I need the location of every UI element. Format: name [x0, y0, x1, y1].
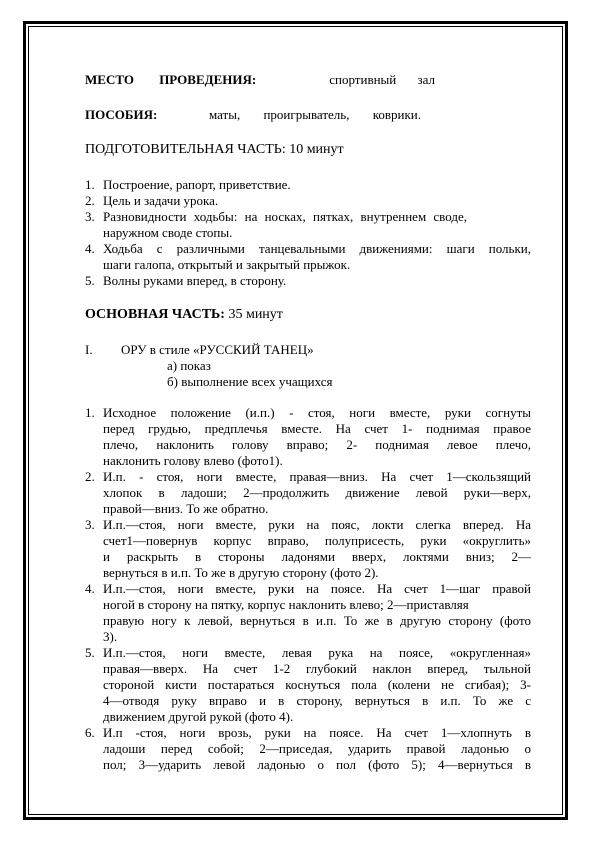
venue-label: МЕСТО ПРОВЕДЕНИЯ: — [85, 72, 257, 87]
exercise-text: хлопок в ладоши; 2—продолжить движение левой руки—верх, — [103, 485, 531, 500]
exercise-text: пол; 3—ударить левой ладонью о пол (фото 5); 4—вернуться в — [103, 757, 531, 772]
list-item-text: шаги галопа, открытый и закрытый прыжок. — [103, 257, 351, 272]
list-number: 5. — [85, 273, 95, 288]
equipment-value: маты, проигрыватель, коврики. — [208, 107, 421, 122]
exercise-text: наклонить голову влево (фото1). — [103, 453, 283, 468]
list-number: 3. — [85, 517, 95, 532]
exercise-text: И.п -стоя, ноги врозь, руки на поясе. На счет 1—хлопнуть в — [103, 725, 531, 740]
main-duration: 35 минут — [224, 307, 283, 322]
list-number: 1. — [85, 177, 95, 192]
list-number: 6. — [85, 725, 95, 740]
exercise-text: ладоши перед собой; 2—приседая, ударить правой ладонью о — [103, 741, 531, 756]
prep-duration: : 10 минут — [281, 142, 344, 157]
exercise-text: И.п.—стоя, ноги вместе, левая рука на поясе, «округленная» — [103, 645, 531, 660]
section-number: I. — [85, 342, 93, 357]
prep-item-3-cont — [103, 225, 232, 241]
exercise-2 — [85, 469, 531, 485]
list-number: 2. — [85, 469, 95, 484]
exercise-3 — [85, 517, 531, 533]
exercise-text: Исходное положение (и.п.) - стоя, ноги вместе, руки согнуты — [103, 405, 531, 420]
prep-item-4-cont — [103, 257, 350, 273]
exercise-text: движением другой рукой (фото 4). — [103, 709, 294, 724]
exercise-text: правую ногу к левой, вернуться в и.п. То же в другую сторону (фото — [103, 613, 531, 628]
exercise-text: И.п. - стоя, ноги вместе, правая—вниз. На счет 1—скользящий — [103, 469, 531, 484]
exercise-text: стороной кисти постараться коснуться пола (колени не сгибая); 3- — [103, 677, 531, 692]
equipment-label: ПОСОБИЯ: — [85, 107, 158, 122]
exercise-6 — [85, 725, 531, 741]
exercise-text: И.п.—стоя, ноги вместе, руки на поясе. На счет 1—шаг правой — [103, 581, 531, 596]
list-number: 1. — [85, 405, 95, 420]
prep-title: ПОДГОТОВИТЕЛЬНАЯ ЧАСТЬ — [85, 142, 282, 157]
list-number: 2. — [85, 193, 95, 208]
section-title: ОРУ в стиле «РУССКИЙ ТАНЕЦ» — [121, 342, 314, 357]
exercise-text: ногой в сторону на пятку, корпус наклонить влево; 2—приставляя — [103, 597, 469, 612]
exercise-text: 4—отводя руку вправо и в сторону, вернуться в и.п. То же с — [103, 693, 531, 708]
prep-heading — [85, 142, 344, 158]
main-title: ОСНОВНАЯ ЧАСТЬ: — [85, 307, 225, 322]
venue-value: спортивный зал — [329, 72, 435, 87]
exercise-1 — [85, 405, 531, 421]
list-item-text: Волны руками вперед, в сторону. — [103, 273, 287, 288]
list-item-text: Построение, рапорт, приветствие. — [103, 177, 291, 192]
list-number: 4. — [85, 581, 95, 596]
exercise-text: 3). — [103, 629, 118, 644]
exercise-4 — [85, 581, 531, 597]
exercise-text: И.п.—стоя, ноги вместе, руки на пояс, локти слегка вперед. На — [103, 517, 531, 532]
prep-item-2 — [85, 193, 218, 209]
exercise-text: и раскрыть в стороны ладонями вверх, локтями вниз; 2— — [103, 549, 531, 564]
exercise-text: счет1—повернув корпус вправо, полуприсесть, руки «округлить» — [103, 533, 531, 548]
exercise-5 — [85, 645, 531, 661]
list-item-text: Ходьба с различными танцевальными движениями: шаги польки, — [103, 241, 531, 256]
exercise-text: правой—вниз. То же обратно. — [103, 501, 269, 516]
prep-item-5 — [85, 273, 286, 289]
sub-item-b: б) выполнение всех учащихся — [167, 374, 333, 389]
prep-item-3 — [85, 209, 467, 225]
list-item-text: Разновидности ходьбы: на носках, пятках, внутреннем своде, — [103, 209, 467, 224]
prep-item-1 — [85, 177, 291, 193]
exercise-text: плечо, наклонить голову вправо; 2- поднимая левое плечо, — [103, 437, 531, 452]
list-item-text: Цель и задачи урока. — [103, 193, 219, 208]
exercise-text: вернуться в и.п. То же в другую сторону (фото 2). — [103, 565, 379, 580]
equipment-row — [85, 107, 421, 123]
prep-item-4 — [85, 241, 531, 257]
section-heading — [85, 342, 314, 358]
venue-row — [85, 72, 435, 88]
main-heading — [85, 307, 283, 323]
list-number: 4. — [85, 241, 95, 256]
list-item-text: наружном своде стопы. — [103, 225, 233, 240]
sub-item-a: а) показ — [167, 358, 211, 373]
list-number: 3. — [85, 209, 95, 224]
exercise-text: правая—вверх. На счет 1-2 глубокий наклон вперед, тыльной — [103, 661, 531, 676]
list-number: 5. — [85, 645, 95, 660]
exercise-text: перед грудью, предплечья вместе. На счет 1- поднимая правое — [103, 421, 531, 436]
